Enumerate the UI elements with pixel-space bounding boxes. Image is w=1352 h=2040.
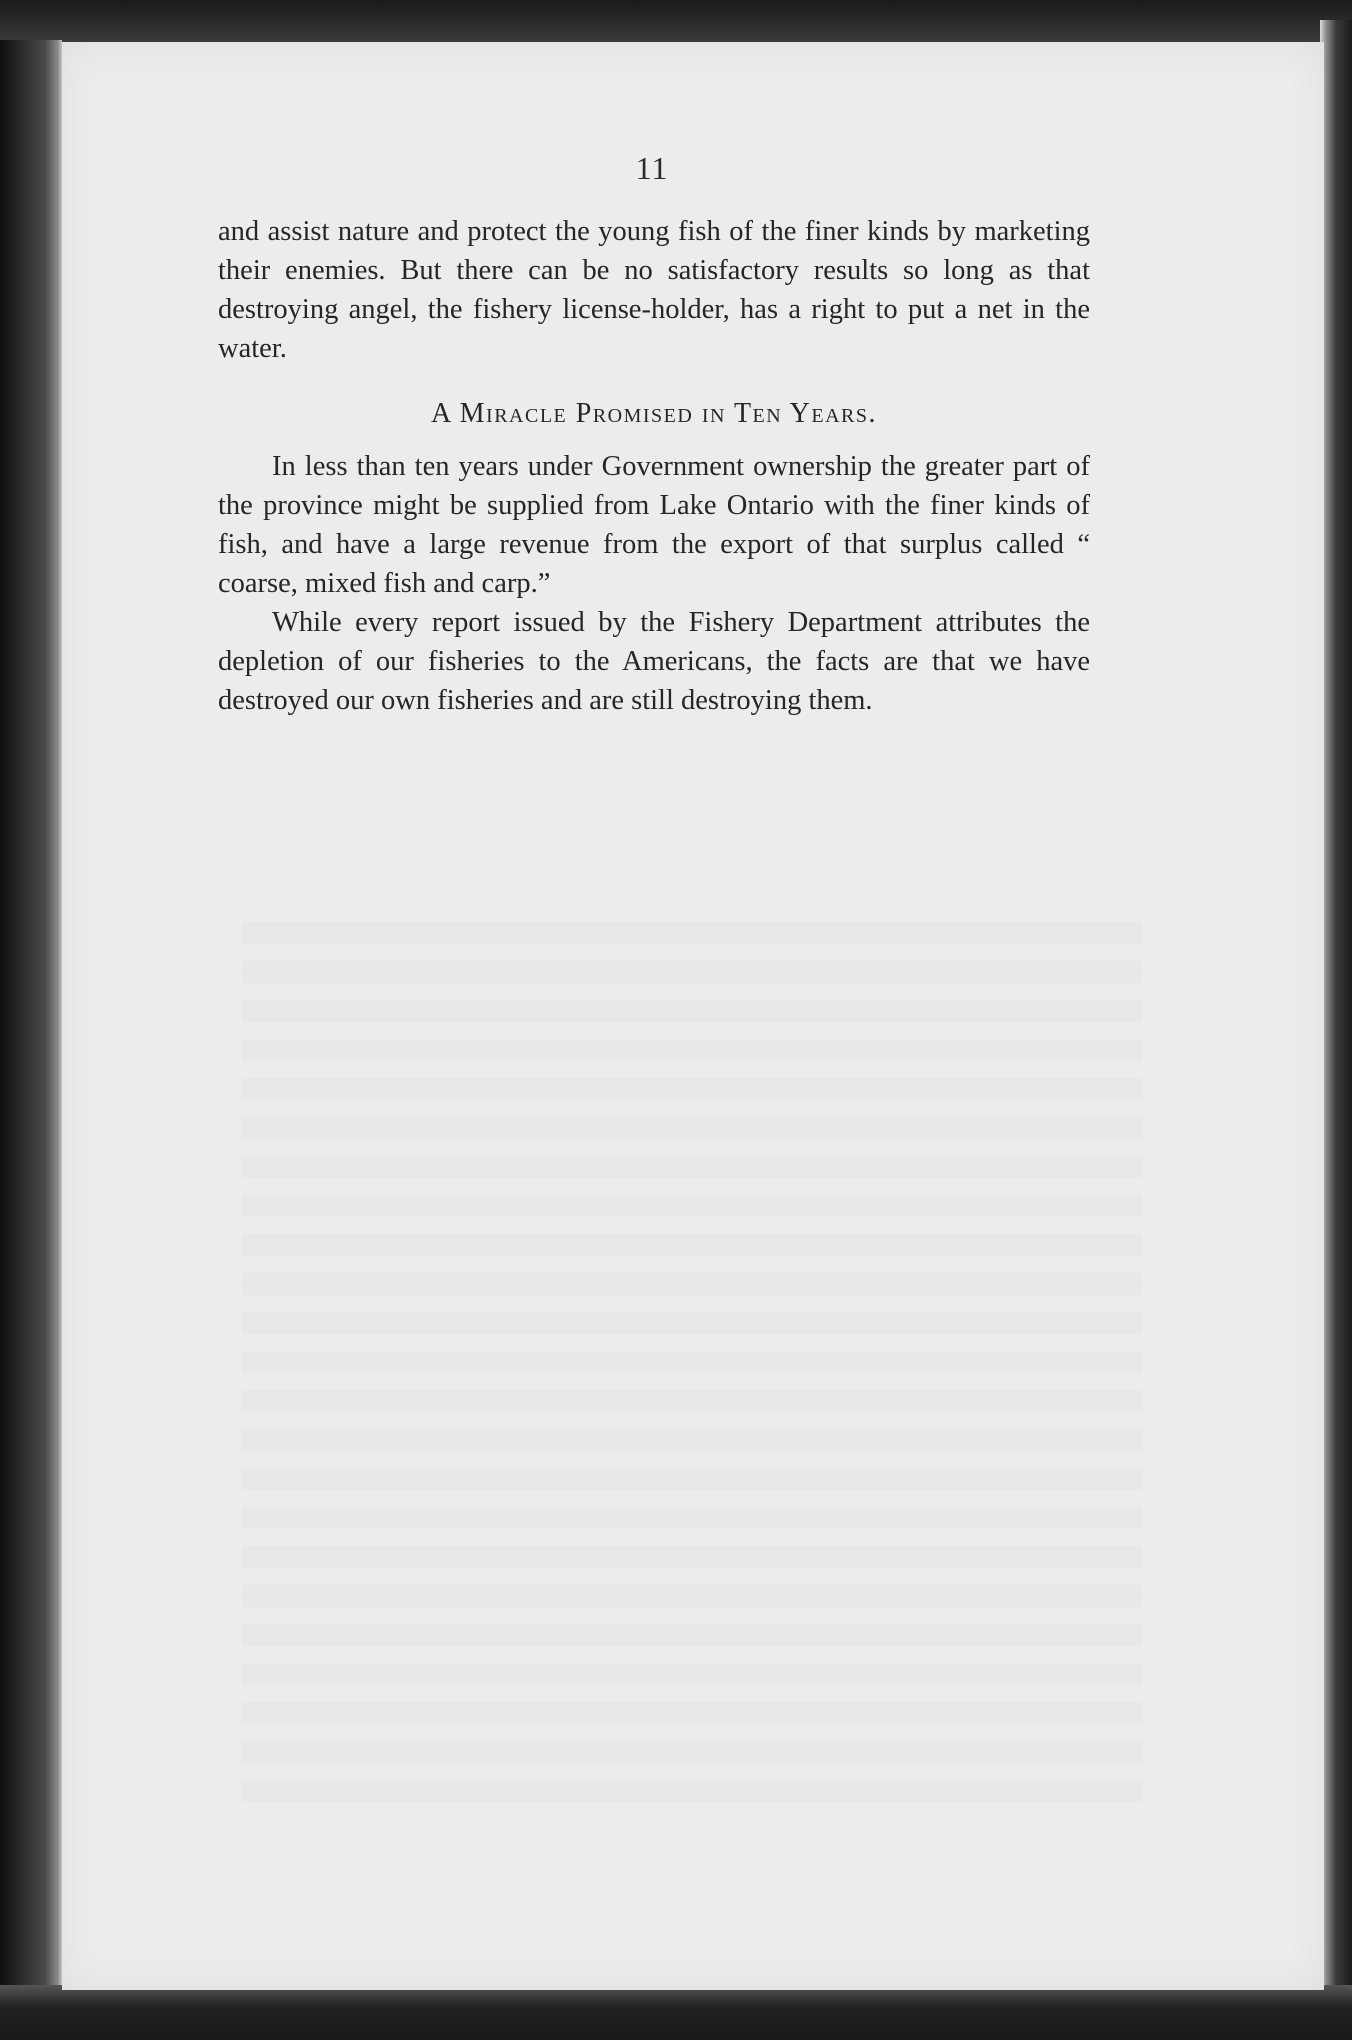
paragraph-government-ownership: In less than ten years under Government ownership the greater part of the province might be supplied from Lake Ontario with the finer kinds of fish, and have a large revenue from the export of that surplus called “ coarse, mixed fish and carp.” [218, 451, 1090, 599]
body-text [218, 212, 1090, 720]
right-page-edge [1320, 20, 1352, 2010]
bottom-scan-edge [0, 1985, 1352, 2040]
show-through-texture [242, 922, 1142, 1802]
section-heading: A Miracle Promised in Ten Years. [430, 398, 878, 429]
left-binding-edge [0, 40, 62, 2000]
page-number: 11 [635, 150, 669, 186]
paragraph-continuation: and assist nature and protect the young fish of the finer kinds by marketing their enemies. But there can be no satisfactory results so long as that destroying angel, the fishery license-holder, has a right to put a net in the water. [218, 216, 1090, 364]
document-page [62, 42, 1324, 1990]
paragraph-fishery-report: While every report issued by the Fishery Department attributes the depletion of our fisheries to the Americans, the facts are that we have destroyed our own fisheries and are still destroying them. [218, 607, 1090, 716]
